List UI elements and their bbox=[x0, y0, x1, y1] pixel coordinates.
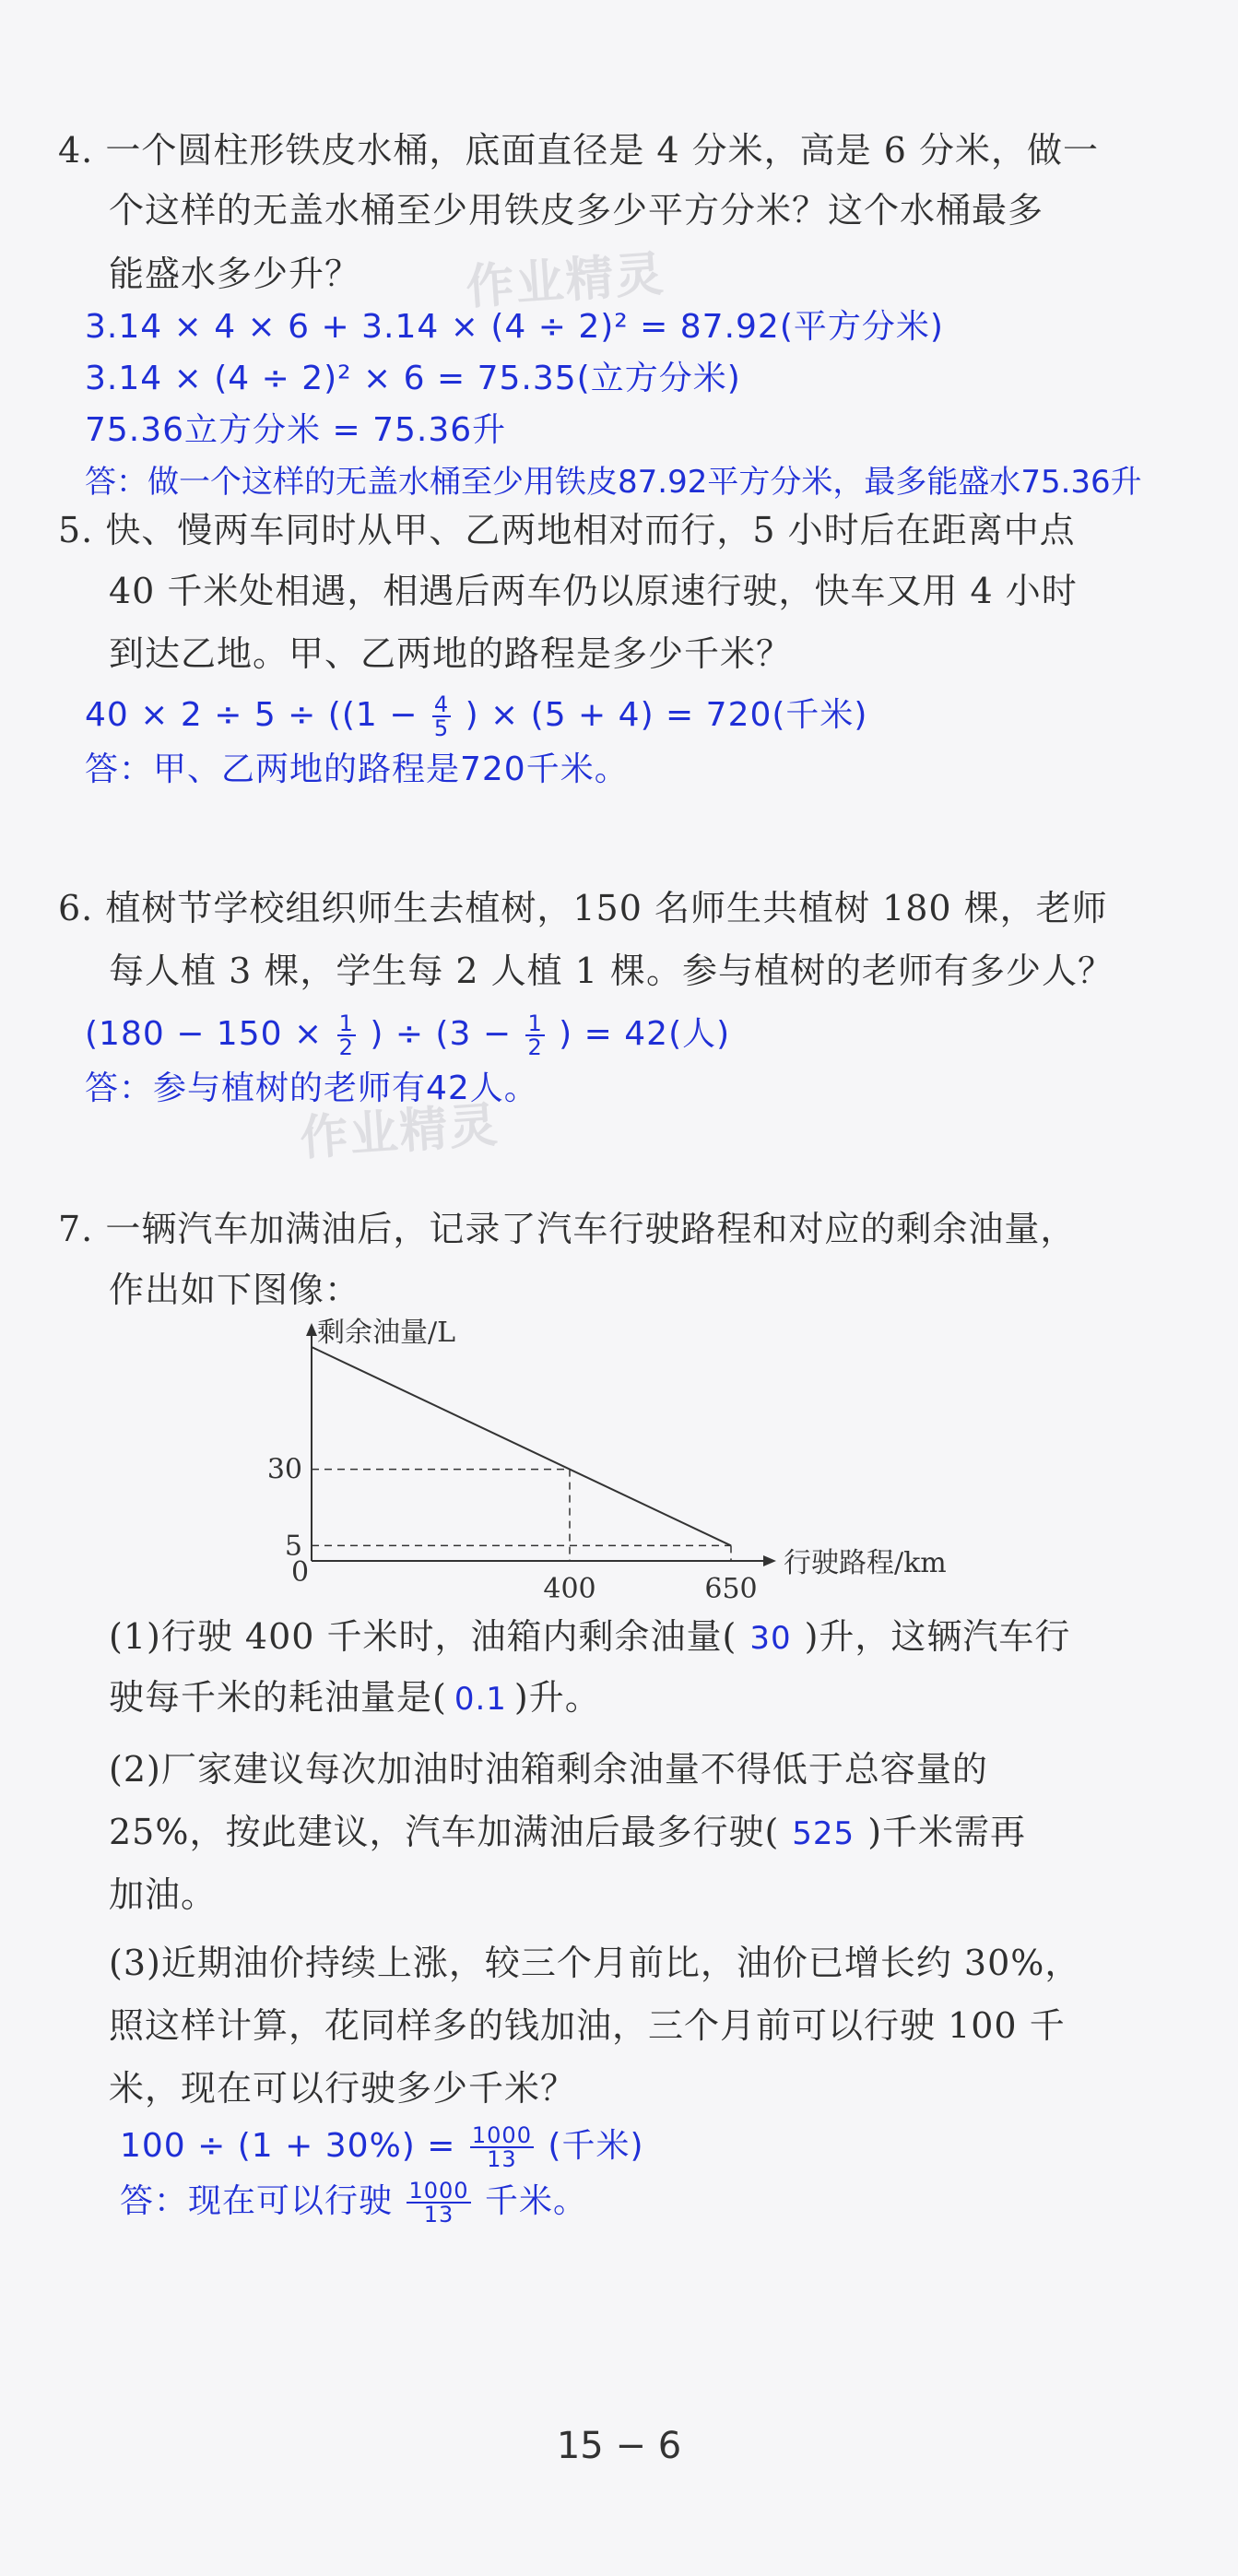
question-7-part-3-line-2: 照这样计算，花同样多的钱加油，三个月前可以行驶 100 千 bbox=[109, 2005, 1066, 2046]
answer-4-line-1: 3.14 × 4 × 6 + 3.14 × (4 ÷ 2)² = 87.92(平方分米) bbox=[85, 308, 944, 346]
origin-label: 0 bbox=[291, 1556, 310, 1589]
answer-6-expr-c: ) = 42(人) bbox=[559, 1015, 731, 1053]
question-4-line-2: 个这样的无盖水桶至少用铁皮多少平方分米？这个水桶最多 bbox=[109, 190, 1044, 230]
fraction-denominator: 2 bbox=[338, 1034, 354, 1060]
fraction bbox=[525, 1012, 544, 1058]
page-number: 15 − 6 bbox=[556, 2425, 682, 2467]
fraction-numerator: 1 bbox=[527, 1010, 543, 1036]
question-7-line-2: 作出如下图像： bbox=[109, 1270, 361, 1310]
y-tick-label: 5 bbox=[284, 1530, 302, 1563]
fraction bbox=[470, 2124, 534, 2170]
question-7-part-3-line-1: (3)近期油价持续上涨，较三个月前比，油价已增长约 30%， bbox=[109, 1943, 1081, 1983]
question-5-line-2: 40 千米处相遇，相遇后两车仍以原速行驶，快车又用 4 小时 bbox=[109, 571, 1078, 611]
fraction-numerator: 4 bbox=[433, 691, 450, 717]
part-2-text-c: )千米需再 bbox=[867, 1812, 1027, 1852]
part-2-text-b: 25%，按此建议，汽车加满油后最多行驶( bbox=[109, 1812, 780, 1852]
y-axis-label: 剩余油量/L bbox=[317, 1317, 456, 1349]
answer-5-expr-start: 40 × 2 ÷ 5 ÷ ((1 − bbox=[85, 696, 419, 734]
fraction bbox=[337, 1012, 356, 1058]
answer-4-line-4: 答：做一个这样的无盖水桶至少用铁皮87.92平方分米，最多能盛水75.36升 bbox=[85, 464, 1142, 501]
question-6-line-2: 每人植 3 棵，学生每 2 人植 1 棵。参与植树的老师有多少人？ bbox=[109, 951, 1114, 991]
watermark: 作业精灵 bbox=[298, 1097, 501, 1167]
fraction bbox=[407, 2180, 470, 2226]
part-1-text-a: (1)行驶 400 千米时，油箱内剩余油量( bbox=[109, 1616, 737, 1657]
fraction-denominator: 2 bbox=[527, 1034, 543, 1060]
question-7-part-2-line-1: (2)厂家建议每次加油时油箱剩余油量不得低于总容量的 bbox=[109, 1749, 988, 1790]
answer-6-line-2: 答：参与植树的老师有42人。 bbox=[85, 1069, 538, 1107]
answer-7-expr-start: 100 ÷ (1 + 30%) = bbox=[120, 2127, 456, 2165]
answer-6-line-1 bbox=[85, 1012, 730, 1058]
answer-7-line-2 bbox=[120, 2180, 587, 2226]
question-7-line-1: 7. 一辆汽车加满油后，记录了汽车行驶路程和对应的剩余油量， bbox=[58, 1209, 1077, 1249]
fraction-numerator: 1 bbox=[338, 1010, 354, 1036]
answer-blank-max-distance: 525 bbox=[792, 1815, 855, 1852]
question-6-line-1: 6. 植树节学校组织师生去植树，150 名师生共植树 180 棵，老师 bbox=[58, 888, 1108, 928]
question-7-part-2-line-2 bbox=[109, 1811, 1026, 1855]
y-tick-label: 30 bbox=[266, 1453, 302, 1486]
fraction-numerator: 1000 bbox=[471, 2122, 532, 2148]
answer-blank-consumption: 0.1 bbox=[454, 1681, 507, 1718]
question-7-part-1-line-1 bbox=[109, 1615, 1070, 1660]
fuel-chart bbox=[249, 1314, 949, 1609]
part-1-text-b: )升，这辆汽车行 bbox=[804, 1616, 1071, 1657]
question-5-line-1: 5. 快、慢两车同时从甲、乙两地相对而行，5 小时后在距离中点 bbox=[58, 510, 1076, 550]
question-7-part-3-line-3: 米，现在可以行驶多少千米？ bbox=[109, 2068, 577, 2109]
part-1-text-d: )升。 bbox=[513, 1677, 601, 1718]
answer-blank-fuel-remaining: 30 bbox=[749, 1620, 792, 1657]
x-axis-arrow bbox=[763, 1555, 776, 1566]
answer-5-line-1 bbox=[85, 693, 867, 739]
question-4-line-1: 4. 一个圆柱形铁皮水桶，底面直径是 4 分米，高是 6 分米，做一 bbox=[58, 130, 1100, 171]
question-7-part-2-line-3: 加油。 bbox=[109, 1874, 218, 1915]
answer-7-expr-end: (千米) bbox=[548, 2127, 644, 2165]
question-7-part-1-line-2 bbox=[109, 1676, 601, 1720]
x-axis-label: 行驶路程/km bbox=[784, 1547, 947, 1579]
answer-5-expr-end: ) × (5 + 4) = 720(千米) bbox=[465, 696, 868, 734]
x-tick-label: 400 bbox=[543, 1573, 596, 1605]
part-1-text-c: 驶每千米的耗油量是( bbox=[109, 1677, 447, 1718]
watermark: 作业精灵 bbox=[464, 246, 667, 316]
question-5-line-3: 到达乙地。甲、乙两地的路程是多少千米？ bbox=[109, 633, 793, 674]
fraction bbox=[432, 693, 451, 739]
fraction-denominator: 13 bbox=[423, 2202, 454, 2227]
fraction-denominator: 13 bbox=[487, 2146, 517, 2172]
question-4-line-3: 能盛水多少升？ bbox=[109, 254, 361, 294]
answer-4-line-3: 75.36立方分米 = 75.36升 bbox=[85, 411, 507, 449]
answer-6-expr-b: ) ÷ (3 − bbox=[370, 1015, 512, 1053]
answer-7-text-end: 千米。 bbox=[485, 2182, 588, 2220]
answer-4-line-2: 3.14 × (4 ÷ 2)² × 6 = 75.35(立方分米) bbox=[85, 360, 741, 397]
answer-7-text-start: 答：现在可以行驶 bbox=[120, 2182, 394, 2220]
fuel-line bbox=[312, 1347, 731, 1545]
fraction-denominator: 5 bbox=[433, 715, 450, 741]
answer-6-expr-a: (180 − 150 × bbox=[85, 1015, 324, 1053]
x-tick-label: 650 bbox=[704, 1573, 758, 1605]
answer-7-line-1 bbox=[120, 2124, 644, 2170]
answer-5-line-2: 答：甲、乙两地的路程是720千米。 bbox=[85, 750, 629, 788]
fraction-numerator: 1000 bbox=[408, 2178, 469, 2204]
y-axis-arrow bbox=[306, 1323, 317, 1336]
